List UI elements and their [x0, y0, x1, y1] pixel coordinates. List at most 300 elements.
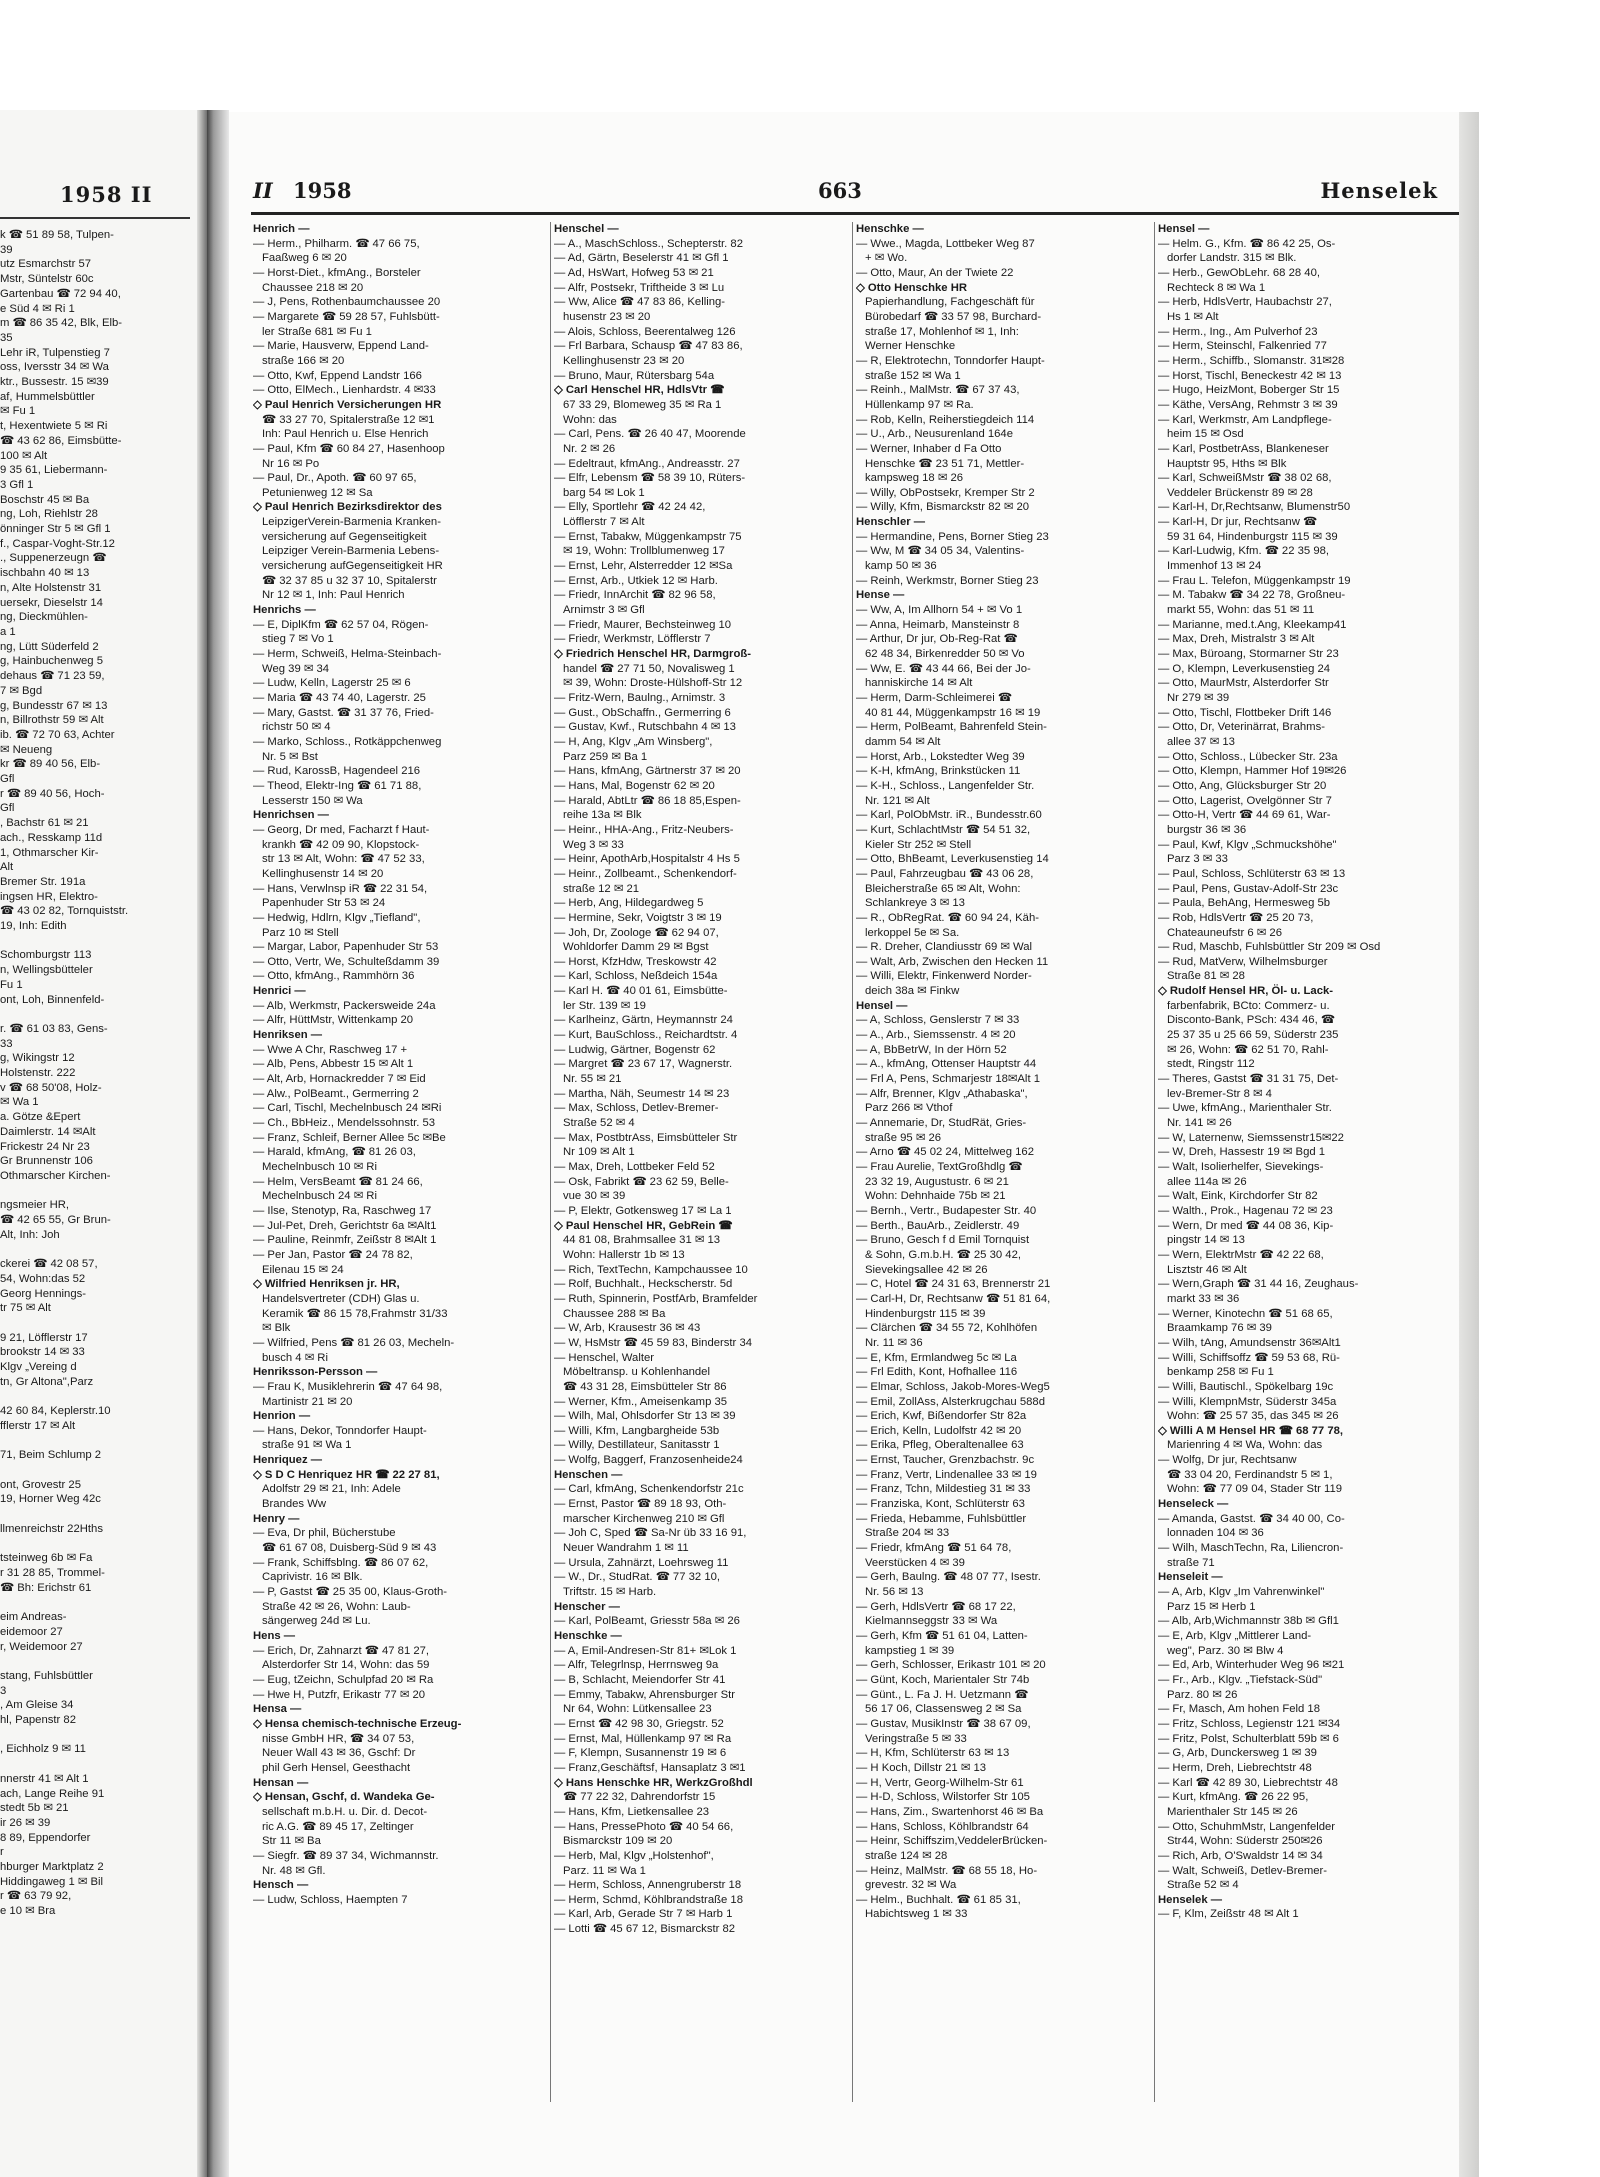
directory-entry: — Frieda, Hebamme, Fuhlsbüttler: [856, 1512, 1027, 1525]
directory-entry: Straße 42 ✉ 26, Wohn: Laub-: [262, 1600, 411, 1613]
directory-entry: — Clärchen ☎ 34 55 72, Kohlhöfen: [856, 1322, 1038, 1335]
directory-entry: versicherung aufGegenseitigkeit HR: [262, 560, 443, 573]
directory-line: ng, Lütt Süderfeld 2: [0, 640, 99, 653]
directory-column-4: [1158, 222, 1454, 1922]
directory-line: [0, 1728, 195, 1743]
directory-entry: — Carl, Pens. ☎ 26 40 47, Moorende: [554, 428, 746, 441]
directory-line: Holstenstr. 222: [0, 1067, 76, 1080]
directory-entry: 23 32 19, Augustustr. 6 ✉ 21: [865, 1175, 1009, 1188]
directory-entry: Weg 39 ✉ 34: [262, 662, 330, 675]
directory-entry: + ✉ Wo.: [865, 252, 908, 265]
directory-entry: — Paul, Fahrzeugbau ☎ 43 06 28,: [856, 867, 1034, 880]
directory-entry: — Willy, Destillateur, Sanitasstr 1: [554, 1439, 720, 1452]
directory-entry: — Hermine, Sekr, Voigtstr 3 ✉ 19: [554, 911, 722, 924]
directory-line: stang, Fuhlsbüttler: [0, 1669, 93, 1682]
directory-entry: — Ch., BbHeiz., Mendelssohnstr. 53: [253, 1117, 436, 1130]
directory-entry: — Karl, PolBeamt, Griesstr 58a ✉ 26: [554, 1615, 740, 1628]
directory-entry: Kieler Str 252 ✉ Stell: [865, 838, 972, 851]
directory-line: oss, Iversstr 34 ✉ Wa: [0, 361, 109, 374]
directory-line: g, Hainbuchenweg 5: [0, 655, 104, 668]
directory-entry: weg", Parz. 30 ✉ Blw 4: [1167, 1644, 1284, 1657]
directory-entry: 67 33 29, Blomeweg 35 ✉ Ra 1: [563, 398, 722, 411]
directory-entry: — Hans, Zim., Swartenhorst 46 ✉ Ba: [856, 1805, 1044, 1818]
directory-entry: — Hans, Dekor, Tonndorfer Haupt-: [253, 1424, 427, 1437]
directory-entry: damm 54 ✉ Alt: [865, 735, 941, 748]
directory-entry: — Otto, kfmAng., Rammhörn 36: [253, 970, 415, 983]
directory-entry: phil Gerh Hensel, Geesthacht: [262, 1761, 411, 1774]
directory-entry: — Wwe., Magda, Lottbeker Weg 87: [856, 237, 1035, 250]
directory-entry: Nr 279 ✉ 39: [1167, 692, 1230, 704]
directory-entry: — Willi, Schiffsoffz ☎ 59 53 68, Rü-: [1158, 1351, 1340, 1364]
directory-entry: — A, Schloss, Genslerstr 7 ✉ 33: [856, 1014, 1020, 1027]
directory-entry: — Karl ☎ 42 89 30, Liebrechtstr 48: [1158, 1776, 1338, 1789]
directory-entry: — Wolfg, Dr jur, Rechtsanw: [1158, 1454, 1297, 1467]
surname-heading: Henriksen —: [253, 1029, 323, 1042]
directory-line: 35: [0, 331, 13, 344]
directory-entry: — Eug, tZeichn, Schulpfad 20 ✉ Ra: [253, 1673, 434, 1686]
directory-line: 71, Beim Schlump 2: [0, 1449, 102, 1462]
directory-entry: — Harald, kfmAng, ☎ 81 26 03,: [253, 1146, 416, 1159]
directory-line: , Bachstr 61 ✉ 21: [0, 817, 89, 830]
directory-entry: — Rob, HdlsVertr ☎ 25 20 73,: [1158, 911, 1314, 924]
directory-line: r, Weidemoor 27: [0, 1640, 83, 1653]
directory-entry: — Maria ☎ 43 74 40, Lagerstr. 25: [253, 692, 426, 704]
directory-entry: — Joh C, Sped ☎ Sa-Nr üb 33 16 91,: [554, 1527, 747, 1540]
directory-entry: — Ernst, Taucher, Grenzbachstr. 9c: [856, 1454, 1035, 1467]
directory-entry: — Max, Dreh, Mistralstr 3 ✉ Alt: [1158, 633, 1315, 646]
directory-entry: — Otto, Lagerist, Ovelgönner Str 7: [1158, 794, 1332, 807]
directory-entry: — Alw., PolBeamt., Germerring 2: [253, 1087, 419, 1100]
year: 1958: [293, 178, 352, 203]
directory-line: ktr., Bussestr. 15 ✉39: [0, 376, 109, 389]
directory-entry: Chaussee 218 ✉ 20: [262, 281, 364, 294]
directory-entry: — R, Elektrotechn, Tonndorfer Haupt-: [856, 354, 1045, 367]
directory-entry: Nr. 121 ✉ Alt: [865, 794, 930, 807]
directory-entry: — Walt, Eink, Kirchdorfer Str 82: [1158, 1190, 1318, 1203]
directory-entry: — Kurt, kfmAng. ☎ 26 22 95,: [1158, 1791, 1309, 1804]
directory-entry: — Hugo, HeizMont, Boberger Str 15: [1158, 384, 1340, 397]
surname-heading: Henschen —: [554, 1468, 623, 1481]
directory-entry: Nr. 141 ✉ 26: [1167, 1117, 1232, 1130]
directory-entry: — Otto, Dr, Veterinärrat, Brahms-: [1158, 721, 1325, 734]
directory-entry: ◇ Hensan, Gschf, d. Wandeka Ge-: [253, 1791, 435, 1804]
directory-entry: kampstieg 1 ✉ 39: [865, 1644, 955, 1657]
directory-entry: Triftstr. 15 ✉ Harb.: [563, 1586, 657, 1599]
surname-heading: Hensel —: [1158, 223, 1210, 235]
directory-entry: grevestr. 32 ✉ Wa: [865, 1879, 957, 1892]
directory-entry: Parz 259 ✉ Ba 1: [563, 750, 648, 763]
surname-heading: Henrich —: [253, 223, 310, 235]
directory-entry: Nr. 2 ✉ 26: [563, 442, 616, 455]
directory-entry: allee 114a ✉ 26: [1167, 1175, 1247, 1188]
directory-entry: straße 91 ✉ Wa 1: [262, 1439, 352, 1452]
directory-entry: pingstr 14 ✉ 13: [1167, 1234, 1245, 1247]
directory-entry: — Otto, Vertr, We, Schulteßdamm 39: [253, 955, 440, 968]
directory-entry: — Margarete ☎ 59 28 57, Fuhlsbütt-: [253, 310, 440, 323]
directory-entry: straße 17, Mohlenhof ✉ 1, Inh:: [865, 325, 1019, 338]
surname-heading: Henschke —: [554, 1630, 622, 1642]
directory-entry: Nr. 48 ✉ Gfl.: [262, 1864, 326, 1877]
directory-line: uersekr, Dieselstr 14: [0, 596, 103, 609]
directory-line: n, Alte Holstenstr 31: [0, 581, 102, 594]
directory-column-1: [253, 222, 549, 1907]
directory-entry: — Carl-H, Dr, Rechtsanw ☎ 51 81 64,: [856, 1292, 1051, 1305]
directory-entry: — Frl A, Pens, Schmarjestr 18✉Alt 1: [856, 1073, 1040, 1086]
directory-line: ✉ Neueng: [0, 743, 53, 756]
directory-entry: — E, DiplKfm ☎ 62 57 04, Rögen-: [253, 618, 429, 631]
directory-entry: Hüllenkamp 97 ✉ Ra.: [865, 398, 974, 411]
directory-entry: lonnaden 104 ✉ 36: [1167, 1527, 1264, 1540]
directory-entry: Neuer Wandrahm 1 ✉ 11: [563, 1542, 689, 1555]
directory-entry: — Willi, Elektr, Finkenwerd Norder-: [856, 970, 1032, 983]
directory-entry: — Amanda, Gastst. ☎ 34 40 00, Co-: [1158, 1512, 1345, 1525]
directory-entry: — W, HsMstr ☎ 45 59 83, Binderstr 34: [554, 1336, 753, 1349]
catchword: Henselek: [1320, 178, 1438, 203]
directory-line: g, Wikingstr 12: [0, 1052, 75, 1065]
directory-entry: Werner Henschke: [865, 340, 956, 353]
directory-entry: — Emmy, Tabakw, Ahrensburger Str: [554, 1688, 736, 1701]
directory-entry: — Alt, Arb, Hornackredder 7 ✉ Eid: [253, 1073, 426, 1086]
directory-line: Bremer Str. 191a: [0, 875, 86, 888]
directory-line: m ☎ 86 35 42, Blk, Elb-: [0, 317, 123, 330]
surname-heading: Henrion —: [253, 1410, 311, 1423]
directory-entry: Parz. 11 ✉ Wa 1: [563, 1864, 646, 1877]
directory-entry: — K-H, kfmAng, Brinkstücken 11: [856, 765, 1021, 778]
directory-line: ng, Loh, Riehlstr 28: [0, 508, 98, 521]
directory-line: n, Wellingsbütteler: [0, 964, 93, 977]
directory-entry: — Gerh, Kfm ☎ 51 61 04, Latten-: [856, 1630, 1028, 1642]
directory-entry: — Rud, KarossB, Hagendeel 216: [253, 765, 421, 778]
directory-line: tn, Gr Altona",Parz: [0, 1375, 94, 1388]
directory-entry: Veerstücken 4 ✉ 39: [865, 1556, 965, 1569]
directory-entry: — Wolfg, Baggerf, Franzosenheide24: [554, 1454, 743, 1467]
directory-entry: LeipzigerVerein-Barmenia Kranken-: [262, 516, 441, 529]
directory-line: Mstr, Süntelstr 60c: [0, 273, 94, 286]
directory-entry: — Ernst, Lehr, Alsterredder 12 ✉Sa: [554, 560, 733, 573]
left-page-entries: [0, 228, 195, 1919]
directory-line: ckerei ☎ 42 08 57,: [0, 1258, 98, 1271]
directory-entry: — Ilse, Stenotyp, Ra, Raschweg 17: [253, 1204, 432, 1217]
directory-entry: — Annemarie, Dr, StudRät, Gries-: [856, 1117, 1027, 1130]
directory-entry: — Gerh, Schlosser, Erikastr 101 ✉ 20: [856, 1659, 1046, 1672]
directory-entry: ✉ 26, Wohn: ☎ 62 51 70, Rahl-: [1167, 1043, 1329, 1056]
directory-entry: — Arno ☎ 45 02 24, Mittelweg 162: [856, 1146, 1034, 1159]
directory-entry: — Heinr, ApothArb,Hospitalstr 4 Hs 5: [554, 853, 740, 866]
directory-entry: — Arthur, Dr jur, Ob-Reg-Rat ☎: [856, 633, 1018, 646]
directory-line: ib. ☎ 72 70 63, Achter: [0, 728, 115, 741]
directory-entry: stieg 7 ✉ Vo 1: [262, 633, 334, 646]
directory-line: eidemoor 27: [0, 1625, 63, 1638]
directory-line: Gfl: [0, 802, 15, 815]
directory-entry: Neuer Wall 43 ✉ 36, Gschf: Dr: [262, 1747, 416, 1760]
directory-entry: stedt, Ringstr 112: [1167, 1058, 1255, 1071]
directory-entry: — O, Klempn, Leverkusenstieg 24: [1158, 662, 1331, 675]
directory-entry: — Frank, Schiffsblng. ☎ 86 07 62,: [253, 1556, 429, 1569]
directory-entry: Brandes Ww: [262, 1498, 327, 1511]
directory-entry: Lisztstr 46 ✉ Alt: [1167, 1263, 1247, 1276]
left-header-rule: [0, 217, 190, 219]
directory-entry: — Joh, Dr, Zoologe ☎ 62 94 07,: [554, 926, 719, 939]
directory-entry: — H Koch, Dillstr 21 ✉ 13: [856, 1761, 987, 1774]
directory-entry: burgstr 36 ✉ 36: [1167, 823, 1247, 836]
directory-line: eim Andreas-: [0, 1611, 67, 1624]
directory-entry: Bürobedarf ☎ 33 57 98, Burchard-: [865, 310, 1042, 323]
directory-entry: Kellinghusenstr 14 ✉ 20: [262, 867, 384, 880]
directory-entry: — Hans, Verwlnsp iR ☎ 22 31 54,: [253, 882, 428, 895]
directory-entry: Papenhuder Str 53 ✉ 24: [262, 897, 386, 910]
directory-entry: Chateauneufstr 6 ✉ 26: [1167, 926, 1282, 939]
directory-entry: — Rud, Maschb, Fuhlsbüttler Str 209 ✉ Osd: [1158, 941, 1381, 954]
directory-entry: — Horst, Tischl, Beneckestr 42 ✉ 13: [1158, 369, 1342, 382]
directory-entry: — Marko, Schloss., Rotkäppchenweg: [253, 735, 442, 748]
directory-line: ischbahn 40 ✉ 13: [0, 567, 90, 580]
directory-line: [0, 1507, 195, 1522]
directory-line: r. ☎ 61 03 83, Gens-: [0, 1022, 108, 1035]
directory-line: k ☎ 51 89 58, Tulpen-: [0, 229, 114, 241]
directory-entry: — Erich, Kwf, Bißendorfer Str 82a: [856, 1410, 1027, 1423]
directory-entry: — Karl, SchweißMstr ☎ 38 02 68,: [1158, 472, 1332, 485]
directory-entry: — Ludw, Schloss, Haempten 7: [253, 1893, 408, 1906]
directory-entry: — Erika, Pfleg, Oberaltenallee 63: [856, 1439, 1024, 1452]
directory-entry: — Otto, MaurMstr, Alsterdorfer Str: [1158, 677, 1329, 690]
directory-entry: — Wern,Graph ☎ 31 44 16, Zeughaus-: [1158, 1278, 1359, 1291]
directory-entry: straße 95 ✉ 26: [865, 1131, 942, 1144]
directory-entry: ric A.G. ☎ 89 45 17, Zeltinger: [262, 1820, 414, 1833]
directory-entry: Parz 266 ✉ Vthof: [865, 1102, 953, 1115]
directory-line: ont, Loh, Binnenfeld-: [0, 993, 105, 1006]
directory-entry: — Alfr, Postsekr, Triftheide 3 ✉ Lu: [554, 281, 725, 294]
directory-entry: — Willi, Bautischl., Spökelbarg 19c: [1158, 1380, 1334, 1393]
directory-entry: hanniskirche 14 ✉ Alt: [865, 677, 973, 690]
directory-entry: straße 12 ✉ 21: [563, 882, 640, 895]
directory-entry: — Franz, Vertr, Lindenallee 33 ✉ 19: [856, 1468, 1037, 1481]
directory-entry: — Herm., Schiffb., Slomanstr. 31✉28: [1158, 354, 1345, 367]
directory-entry: — Helm., Buchhalt. ☎ 61 85 31,: [856, 1893, 1021, 1906]
directory-entry: straße 71: [1167, 1556, 1215, 1569]
directory-entry: straße 124 ✉ 28: [865, 1849, 948, 1862]
directory-entry: Wohn: Dehnhaide 75b ✉ 21: [865, 1190, 1006, 1203]
directory-entry: — Werner, Kfm., Ameisenkamp 35: [554, 1395, 728, 1408]
directory-entry: — Walt, Isolierhelfer, Sievekings-: [1158, 1161, 1324, 1173]
directory-entry: handel ☎ 27 71 50, Novalisweg 1: [563, 662, 735, 675]
directory-entry: — Rich, Arb, O'Swaldstr 14 ✉ 34: [1158, 1849, 1323, 1862]
directory-line: r: [0, 1846, 4, 1859]
directory-entry: ✉ Blk: [262, 1322, 291, 1335]
directory-entry: — Horst, KfzHdw, Treskowstr 42: [554, 955, 717, 968]
directory-entry: kampsweg 18 ✉ 26: [865, 472, 964, 485]
directory-entry: — Ernst, Mal, Hüllenkamp 97 ✉ Ra: [554, 1732, 732, 1745]
directory-entry: 25 37 35 u 25 66 59, Süderstr 235: [1167, 1029, 1339, 1042]
directory-entry: — Siegfr. ☎ 89 37 34, Wichmannstr.: [253, 1849, 439, 1862]
directory-entry: versicherung auf Gegenseitigkeit: [262, 530, 427, 543]
directory-entry: Parz 15 ✉ Herb 1: [1167, 1600, 1256, 1613]
directory-entry: — Hedwig, Hdlrn, Klgv „Tiefland",: [253, 911, 421, 924]
directory-entry: Disconto-Bank, PSch: 434 46, ☎: [1167, 1014, 1335, 1027]
directory-line: tsteinweg 6b ✉ Fa: [0, 1552, 93, 1565]
directory-entry: — Paul, Kfm ☎ 60 84 27, Hasenhoop: [253, 442, 445, 455]
directory-entry: ◇ S D C Henriquez HR ☎ 22 27 81,: [253, 1468, 440, 1481]
directory-line: e 10 ✉ Bra: [0, 1905, 56, 1918]
directory-line: 7 ✉ Bgd: [0, 684, 43, 697]
directory-entry: — Max, Schloss, Detlev-Bremer-: [554, 1102, 719, 1115]
directory-entry: krankh ☎ 42 09 90, Klopstock-: [262, 838, 420, 851]
directory-entry: — Fr, Masch, Am hohen Feld 18: [1158, 1703, 1320, 1716]
directory-entry: — Werner, Inhaber d Fa Otto: [856, 442, 1002, 455]
directory-line: 1, Othmarscher Kir-: [0, 846, 99, 859]
directory-entry: — Ad, Gärtn, Beselerstr 41 ✉ Gfl 1: [554, 252, 729, 265]
directory-entry: — Horst-Diet., kfmAng., Borsteler: [253, 266, 421, 279]
directory-entry: — Werner, Kinotechn ☎ 51 68 65,: [1158, 1307, 1333, 1320]
directory-line: Fu 1: [0, 978, 23, 991]
surname-heading: Hensch —: [253, 1879, 309, 1892]
directory-line: 8 89, Eppendorfer: [0, 1831, 91, 1844]
directory-entry: — C, Hotel ☎ 24 31 63, Brennerstr 21: [856, 1278, 1051, 1291]
directory-line: 39: [0, 243, 13, 256]
directory-entry: — Herm, Schmd, Köhlbrandstraße 18: [554, 1893, 743, 1906]
directory-entry: — Jul-Pet, Dreh, Gerichtstr 6a ✉Alt1: [253, 1219, 437, 1232]
directory-entry: — Edeltraut, kfmAng., Andreasstr. 27: [554, 457, 740, 470]
directory-entry: sellschaft m.b.H. u. Dir. d. Decot-: [262, 1805, 428, 1818]
directory-entry: ler Straße 681 ✉ Fu 1: [262, 325, 372, 338]
directory-line: 9 35 61, Liebermann-: [0, 464, 108, 477]
surname-heading: Henschler —: [856, 516, 926, 529]
directory-entry: deich 38a ✉ Finkw: [865, 985, 960, 998]
directory-entry: — Wwe A Chr, Raschweg 17 +: [253, 1043, 408, 1056]
directory-entry: — Emil, ZollAss, Alsterkrugchau 588d: [856, 1395, 1045, 1408]
directory-entry: — Bruno, Gesch f d Emil Tornquist: [856, 1234, 1030, 1247]
directory-entry: — Paul, Kwf, Klgv „Schmuckshöhe": [1158, 838, 1337, 851]
directory-entry: & Sohn, G.m.b.H. ☎ 25 30 42,: [865, 1248, 1021, 1261]
directory-entry: — J, Pens, Rothenbaumchaussee 20: [253, 296, 441, 309]
directory-entry: — Heinr, Schiffszim,VeddelerBrücken-: [856, 1835, 1048, 1848]
directory-entry: — Henschel, Walter: [554, 1351, 655, 1364]
directory-entry: — Herm., Philharm. ☎ 47 66 75,: [253, 237, 420, 250]
directory-line: kr ☎ 89 40 56, Elb-: [0, 758, 101, 771]
directory-entry: — Ww, A, Im Allhorn 54 + ✉ Vo 1: [856, 604, 1023, 617]
directory-entry: Kielmannseggstr 33 ✉ Wa: [865, 1615, 998, 1628]
directory-entry: — U., Arb., Neusurenland 164e: [856, 428, 1013, 441]
directory-entry: — Karl, Werkmstr, Am Landpflege-: [1158, 413, 1332, 426]
directory-entry: straße 152 ✉ Wa 1: [865, 369, 961, 382]
directory-entry: ✉ 39, Wohn: Droste-Hülshoff-Str 12: [563, 677, 743, 690]
directory-entry: — Willi, Kfm, Langbargheide 53b: [554, 1424, 720, 1437]
directory-entry: — Rich, TextTechn, Kampchaussee 10: [554, 1263, 748, 1276]
directory-line: fflerstr 17 ✉ Alt: [0, 1419, 76, 1432]
directory-line: Gr Brunnenstr 106: [0, 1155, 93, 1168]
directory-entry: — Gerh, Baulng. ☎ 48 07 77, Isestr.: [856, 1571, 1041, 1584]
directory-entry: kamp 50 ✉ 36: [865, 560, 937, 573]
directory-entry: Straße 204 ✉ 33: [865, 1527, 950, 1540]
directory-entry: — E, Arb, Klgv „Mittlerer Land-: [1158, 1630, 1312, 1642]
directory-entry: Hs 1 ✉ Alt: [1167, 310, 1219, 323]
directory-line: a 1: [0, 625, 16, 638]
directory-entry: — Friedr, Maurer, Bechsteinweg 10: [554, 618, 732, 631]
directory-entry: — Helm, VersBeamt ☎ 81 24 66,: [253, 1175, 423, 1188]
directory-line: Othmarscher Kirchen-: [0, 1170, 111, 1182]
directory-entry: — Walt, Schweiß, Detlev-Bremer-: [1158, 1864, 1328, 1877]
directory-entry: — Erich, Dr, Zahnarzt ☎ 47 81 27,: [253, 1644, 430, 1657]
directory-line: önninger Str 5 ✉ Gfl 1: [0, 523, 111, 536]
directory-entry: ◇ Hensa chemisch-technische Erzeug-: [253, 1717, 462, 1730]
directory-entry: Nr 12 ✉ 1, Inh: Paul Henrich: [262, 589, 405, 602]
directory-entry: — Fritz, Schloss, Legienstr 121 ✉34: [1158, 1717, 1341, 1730]
right-page: [229, 112, 1459, 2177]
directory-entry: — Wern, ElektrMstr ☎ 42 22 68,: [1158, 1248, 1324, 1261]
directory-entry: — Alfr, Brenner, Klgv „Athabaska",: [856, 1087, 1028, 1100]
directory-entry: — Ludw, Kelln, Lagerstr 25 ✉ 6: [253, 677, 411, 690]
directory-entry: — Ernst, Arb., Utkiek 12 ✉ Harb.: [554, 574, 718, 587]
running-head: [253, 178, 1458, 210]
directory-line: dehaus ☎ 71 23 59,: [0, 670, 105, 683]
directory-line: [0, 1537, 195, 1552]
directory-entry: — Fritz, Polst, Schulterblatt 59b ✉ 6: [1158, 1732, 1339, 1745]
directory-entry: — Herb, HdlsVertr, Haubachstr 27,: [1158, 296, 1332, 309]
column-divider: [852, 222, 853, 2102]
directory-line: ingsen HR, Elektro-: [0, 890, 98, 903]
directory-entry: — Karl, PostbetrAss, Blankeneser: [1158, 442, 1329, 455]
directory-entry: markt 55, Wohn: das 51 ✉ 11: [1167, 604, 1315, 617]
directory-entry: — Wilh, tAng, Amundsenstr 36✉Alt1: [1158, 1336, 1341, 1349]
surname-heading: Henriquez —: [253, 1454, 323, 1467]
directory-entry: Chaussee 288 ✉ Ba: [563, 1307, 666, 1320]
directory-entry: marscher Kirchenweg 210 ✉ Gfl: [563, 1512, 725, 1525]
directory-entry: barg 54 ✉ Lok 1: [563, 486, 645, 499]
directory-entry: — Theod, Elektr-Ing ☎ 61 71 88,: [253, 779, 422, 792]
directory-entry: — Bruno, Maur, Rütersbarg 54a: [554, 369, 715, 382]
directory-entry: — Alb, Pens, Abbestr 15 ✉ Alt 1: [253, 1058, 414, 1071]
directory-entry: — Karl-Ludwig, Kfm. ☎ 22 35 98,: [1158, 545, 1330, 558]
directory-entry: — Wern, Dr med ☎ 44 08 36, Kip-: [1158, 1219, 1334, 1232]
directory-entry: ◇ Otto Henschke HR: [856, 281, 968, 294]
directory-entry: — Alb, Arb,Wichmannstr 38b ✉ Gfl1: [1158, 1615, 1339, 1628]
directory-entry: ☎ 33 04 20, Ferdinandstr 5 ✉ 1,: [1167, 1468, 1333, 1481]
directory-entry: — Frau K, Musiklehrerin ☎ 47 64 98,: [253, 1380, 443, 1393]
directory-entry: — Wilh, MaschTechn, Ra, Liliencron-: [1158, 1542, 1344, 1555]
directory-entry: — Georg, Dr med, Facharzt f Haut-: [253, 823, 430, 836]
directory-entry: — Otto-H, Vertr ☎ 44 69 61, War-: [1158, 809, 1331, 822]
directory-entry: 40 81 44, Müggenkampstr 16 ✉ 19: [865, 706, 1041, 719]
directory-entry: — Hans, Mal, Bogenstr 62 ✉ 20: [554, 779, 715, 792]
directory-entry: — Martha, Näh, Seumestr 14 ✉ 23: [554, 1087, 730, 1100]
directory-entry: Lesserstr 150 ✉ Wa: [262, 794, 363, 807]
directory-entry: Braamkamp 76 ✉ 39: [1167, 1322, 1272, 1335]
directory-entry: Arnimstr 3 ✉ Gfl: [563, 604, 645, 617]
directory-entry: — Willy, ObPostsekr, Kremper Str 2: [856, 486, 1035, 499]
directory-entry: — Franz, Schleif, Berner Allee 5c ✉Be: [253, 1131, 446, 1144]
directory-line: 19, Inh: Edith: [0, 920, 67, 933]
column-divider: [550, 222, 551, 2102]
directory-entry: ☎ 32 37 85 u 32 37 10, Spitalerstr: [262, 574, 437, 587]
directory-entry: Nr 16 ✉ Po: [262, 457, 320, 470]
directory-line: r 31 28 85, Trommel-: [0, 1566, 105, 1579]
directory-entry: — Theres, Gastst ☎ 31 31 75, Det-: [1158, 1073, 1339, 1086]
directory-entry: — Ernst, Tabakw, Müggenkampstr 75: [554, 530, 742, 543]
directory-entry: — Paula, BehAng, Hermesweg 5b: [1158, 897, 1331, 910]
directory-entry: ◇ Paul Henschel HR, GebRein ☎: [554, 1219, 733, 1232]
directory-entry: — Ursula, Zahnärzt, Loehrsweg 11: [554, 1556, 729, 1569]
directory-entry: — H, Vertr, Georg-Wilhelm-Str 61: [856, 1776, 1024, 1789]
directory-entry: — Ernst, Pastor ☎ 89 18 93, Oth-: [554, 1498, 727, 1511]
directory-entry: — F, Klm, Zeißstr 48 ✉ Alt 1: [1158, 1908, 1299, 1921]
directory-line: [0, 1434, 195, 1449]
directory-entry: — Hans, kfmAng, Gärtnerstr 37 ✉ 20: [554, 765, 741, 778]
directory-entry: — Reinh., MalMstr. ☎ 67 37 43,: [856, 384, 1020, 397]
directory-entry: — Günt, Koch, Marientaler Str 74b: [856, 1673, 1030, 1686]
directory-entry: Caprivistr. 16 ✉ Blk.: [262, 1571, 363, 1584]
directory-line: [0, 1595, 195, 1610]
directory-entry: allee 37 ✉ 13: [1167, 735, 1235, 748]
directory-entry: — Herm, PolBeamt, Bahrenfeld Stein-: [856, 721, 1047, 734]
